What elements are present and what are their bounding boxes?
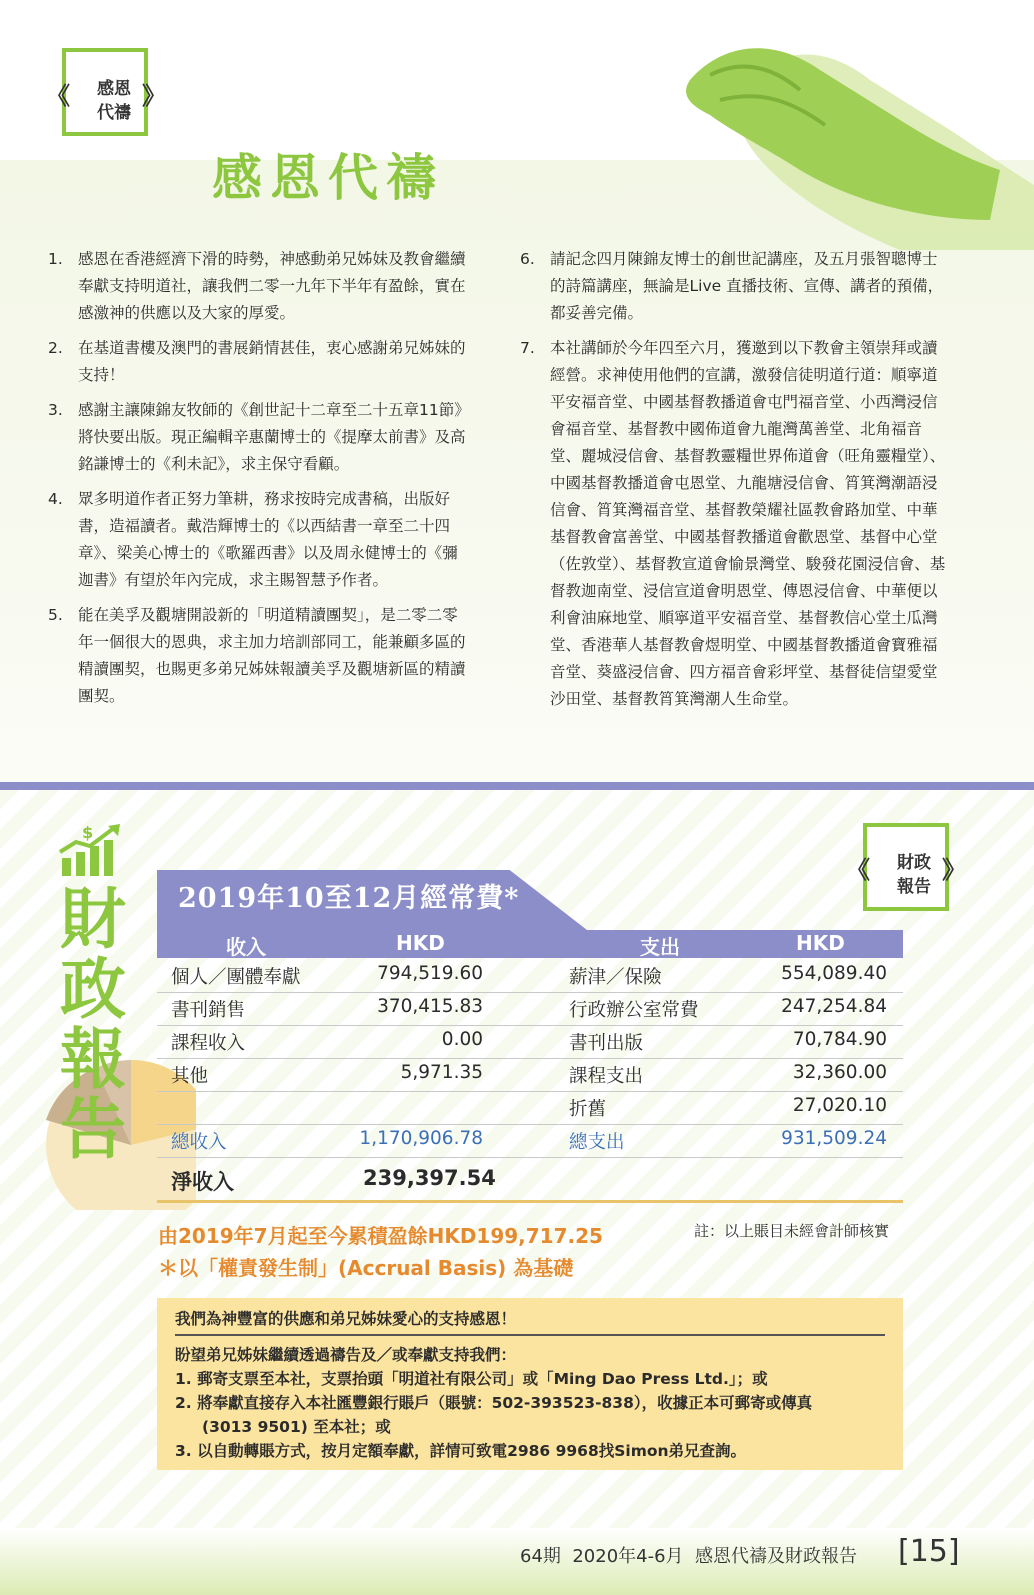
item-number: 2. bbox=[48, 339, 63, 357]
prayer-item bbox=[48, 246, 473, 327]
prayer-item bbox=[48, 486, 473, 594]
support-method-3: 3. 以自動轉賬方式，按月定額奉獻，詳情可致電2986 9968找Simon弟兄查詢。 bbox=[175, 1442, 747, 1460]
income-label: 課程收入 bbox=[171, 1033, 246, 1054]
item-number: 3. bbox=[48, 401, 63, 419]
prayer-item bbox=[48, 335, 473, 389]
table-row bbox=[157, 993, 903, 1026]
item-text: 感謝主讓陳錦友牧師的《創世記十二章至二十五章11節》將快要出版。現正編輯辛惠蘭博士的《提摩太前書》及高銘謙博士的《利未記》，求主保守看顧。 bbox=[78, 401, 470, 473]
expense-value: 247,254.84 bbox=[781, 996, 887, 1017]
surplus-text: 由2019年7月起至今累積盈餘HKD199,717.25 bbox=[158, 1224, 603, 1248]
footer-text: 64期 2020年4-6月 感恩代禱及財政報告 bbox=[520, 1546, 857, 1567]
tag-line2: 報告 bbox=[897, 877, 931, 897]
item-number: 1. bbox=[48, 250, 63, 268]
finance-big-label-2: 政 bbox=[60, 951, 126, 1028]
prayer-column-left bbox=[48, 246, 473, 718]
income-value: 794,519.60 bbox=[377, 963, 483, 984]
income-value: 0.00 bbox=[441, 1029, 483, 1050]
page-number: [15] bbox=[898, 1534, 960, 1569]
prayer-item bbox=[48, 397, 473, 478]
header-income: 收入 bbox=[226, 935, 266, 959]
item-number: 5. bbox=[48, 606, 63, 624]
item-number: 4. bbox=[48, 490, 63, 508]
item-number: 7. bbox=[520, 339, 535, 357]
expense-value: 32,360.00 bbox=[792, 1062, 887, 1083]
net-income-row bbox=[157, 1158, 903, 1203]
table-title: 2019年10至12月經常費* bbox=[178, 883, 520, 914]
expense-label: 薪津／保險 bbox=[569, 967, 662, 988]
item-text: 能在美孚及觀塘開設新的「明道精讀團契」，是二零二零年一個很大的恩典，求主加力培訓部同工，能兼顧多區的精讀團契，也賜更多弟兄姊妹報讀美孚及觀塘新區的精讀團契。 bbox=[78, 606, 466, 705]
prayer-item bbox=[520, 246, 950, 327]
net-income-value: 239,397.54 bbox=[363, 1166, 496, 1190]
item-text: 在基道書樓及澳門的書展銷情甚佳，衷心感謝弟兄姊妹的支持！ bbox=[78, 339, 466, 384]
expense-value: 70,784.90 bbox=[792, 1029, 887, 1050]
item-text: 感恩在香港經濟下滑的時勢，神感動弟兄姊妹及教會繼續奉獻支持明道社，讓我們二零一九年下半年有盈餘，實在感激神的供應以及大家的厚愛。 bbox=[78, 250, 466, 322]
total-income-label: 總收入 bbox=[171, 1132, 227, 1153]
expense-label: 行政辦公室常費 bbox=[569, 1000, 699, 1021]
finance-tag bbox=[846, 848, 976, 908]
page-title: 感恩代禱 bbox=[212, 149, 444, 207]
support-method-2: 2. 將奉獻直接存入本社匯豐銀行賬戶（賬號：502-393523-838），收據正本可郵寄或傳真 bbox=[175, 1394, 813, 1412]
item-text: 請記念四月陳錦友博士的創世記講座，及五月張智聰博士的詩篇講座，無論是Live 直播技術、宣傳、講者的預備，都妥善完備。 bbox=[550, 250, 944, 322]
total-expense-value: 931,509.24 bbox=[781, 1128, 887, 1149]
section-divider bbox=[0, 782, 1034, 790]
expense-label: 課程支出 bbox=[569, 1066, 644, 1087]
support-method-2-cont: (3013 9501) 至本社；或 bbox=[175, 1418, 391, 1436]
item-number: 6. bbox=[520, 250, 535, 268]
item-text: 眾多明道作者正努力筆耕，務求按時完成書稿，出版好書，造福讀者。戴浩輝博士的《以西結書一章至二十四章》、梁美心博士的《歌羅西書》以及周永健博士的《彌迦書》有望於年內完成，求主賜智慧予作者。 bbox=[78, 490, 458, 589]
audit-note: 註：以上賬目未經會計師核實 bbox=[694, 1222, 890, 1240]
svg-text:$: $ bbox=[82, 823, 94, 842]
income-value: 370,415.83 bbox=[377, 996, 483, 1017]
header-hkd-income: HKD bbox=[396, 931, 445, 955]
total-expense-label: 總支出 bbox=[569, 1132, 625, 1153]
prayer-tag bbox=[46, 74, 176, 134]
tag-arrow-left: 《 bbox=[846, 856, 870, 884]
prayer-item bbox=[520, 335, 950, 713]
net-income-label: 淨收入 bbox=[171, 1170, 234, 1194]
table-header-bar bbox=[157, 930, 903, 958]
money-growth-icon bbox=[58, 822, 122, 878]
tag-arrow-right: 》 bbox=[142, 82, 166, 110]
finance-big-label-3: 報 bbox=[60, 1021, 126, 1098]
footer-band bbox=[0, 1528, 1034, 1595]
income-label: 個人／團體奉獻 bbox=[171, 967, 301, 988]
praying-hands-icon bbox=[650, 20, 1034, 250]
tag-line1: 感恩 bbox=[97, 79, 131, 99]
header-hkd-expense: HKD bbox=[796, 931, 845, 955]
prayer-item bbox=[48, 602, 473, 710]
support-intro: 盼望弟兄姊妹繼續透過禱告及／或奉獻支持我們： bbox=[175, 1346, 517, 1364]
table-row bbox=[157, 1092, 903, 1125]
table-row bbox=[157, 960, 903, 993]
finance-big-label-4: 告 bbox=[60, 1091, 126, 1168]
tag-arrow-right: 》 bbox=[942, 856, 966, 884]
header-expense: 支出 bbox=[640, 935, 680, 959]
tag-line1: 財政 bbox=[897, 853, 931, 873]
prayer-column-right bbox=[520, 246, 950, 721]
tag-line2: 代禱 bbox=[97, 103, 131, 123]
income-label: 書刊銷售 bbox=[171, 1000, 246, 1021]
support-box bbox=[157, 1298, 903, 1470]
finance-big-label-1: 財 bbox=[60, 881, 126, 958]
item-text: 本社講師於今年四至六月，獲邀到以下教會主領崇拜或讀經營。求神使用他們的宣講，激發信徒明道行道：順寧道平安福音堂、中國基督教播道會屯門福音堂、小西灣浸信會福音堂、基督教中國佈道會九龍灣萬善堂、北角福音堂、麗城浸信會、基督教靈糧世界佈道會（旺角靈糧堂）、中國基督教播道會屯恩堂、九龍塘浸信會、筲箕灣潮語浸信會、筲箕灣福音堂、基督教榮耀社區教會路加堂、中華基督教會富善堂、中國基督教播道會歡恩堂、基督中心堂（佐敦堂）、基督教宣道會愉景灣堂、駿發花園浸信會、基督教迦南堂、浸信宣道會明恩堂、傳恩浸信會、中華便以利會油麻地堂、順寧道平安福音堂、基督教信心堂土瓜灣堂、香港華人基督教會煜明堂、中國基督教播道會寶雅福音堂、葵盛浸信會、四方福音會彩坪堂、基督徒信望愛堂沙田堂、基督教筲箕灣潮人生命堂。 bbox=[550, 339, 946, 708]
income-value: 5,971.35 bbox=[400, 1062, 483, 1083]
table-row bbox=[157, 1059, 903, 1092]
support-divider bbox=[175, 1334, 885, 1336]
expense-value: 27,020.10 bbox=[792, 1095, 887, 1116]
table-totals-row bbox=[157, 1125, 903, 1158]
income-label: 其他 bbox=[171, 1066, 209, 1087]
expense-value: 554,089.40 bbox=[781, 963, 887, 984]
expense-label: 書刊出版 bbox=[569, 1033, 644, 1054]
table-row bbox=[157, 1026, 903, 1059]
support-method-1: 1. 郵寄支票至本社，支票抬頭「明道社有限公司」或「Ming Dao Press Ltd.」；或 bbox=[175, 1370, 768, 1388]
support-thanks: 我們為神豐富的供應和弟兄姊妹愛心的支持感恩！ bbox=[175, 1310, 517, 1328]
tag-arrow-left: 《 bbox=[46, 82, 70, 110]
total-income-value: 1,170,906.78 bbox=[359, 1128, 483, 1149]
accrual-basis-text: ＊以「權責發生制」(Accrual Basis) 為基礎 bbox=[158, 1256, 574, 1280]
expense-label: 折舊 bbox=[569, 1099, 607, 1120]
